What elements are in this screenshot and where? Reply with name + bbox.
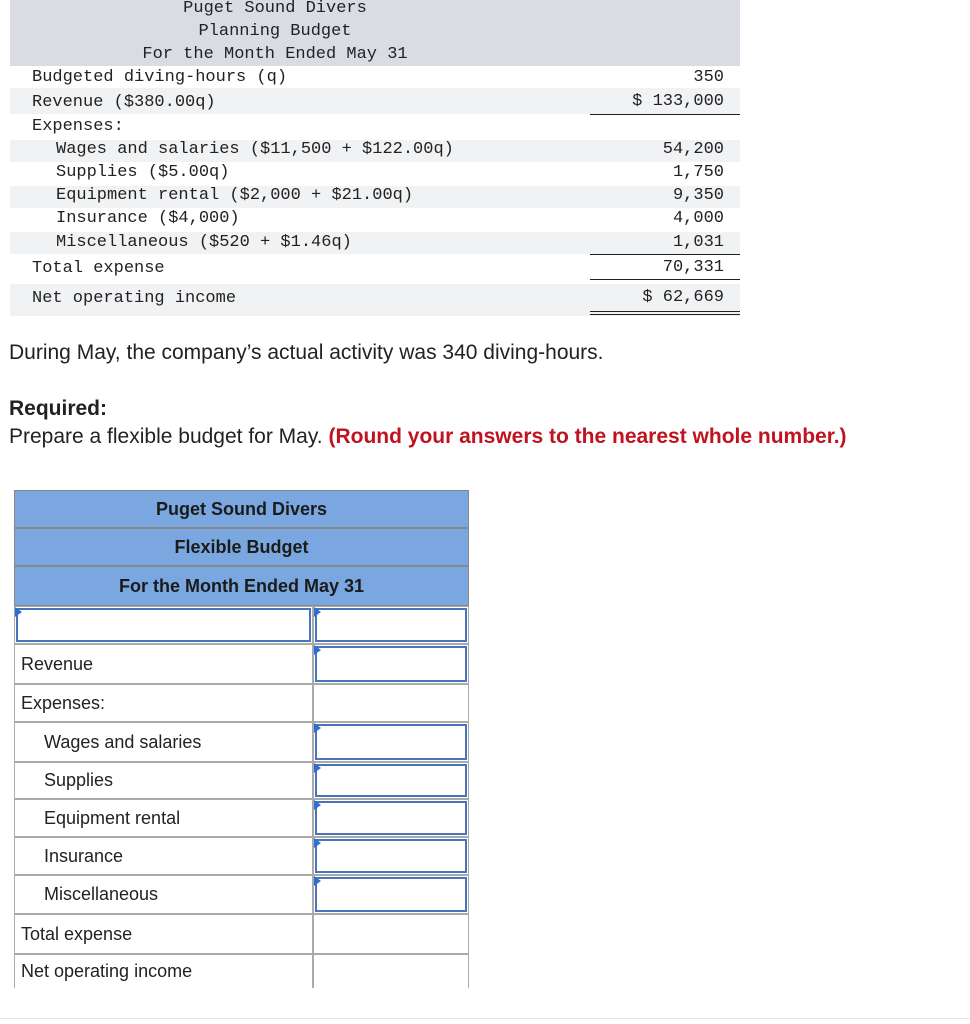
- fb-expenses-header: Expenses:: [14, 684, 313, 722]
- pb-rule: [590, 254, 740, 255]
- pb-insurance-label: Insurance ($4,000): [56, 209, 240, 228]
- pb-rule: [590, 114, 740, 115]
- fb-revenue-cell: [313, 644, 469, 684]
- dropdown-marker-icon: [314, 607, 321, 617]
- pb-double-rule: [590, 314, 740, 315]
- fb-insurance-input[interactable]: [315, 839, 467, 873]
- fb-title: Flexible Budget: [14, 528, 469, 566]
- pb-insurance-value: 4,000: [672, 209, 724, 228]
- fb-equipment-cell: [313, 799, 469, 837]
- fb-wages-label: Wages and salaries: [14, 722, 313, 762]
- planning-budget: [10, 0, 740, 316]
- pb-expenses-header: Expenses:: [32, 117, 124, 136]
- pb-double-rule: [590, 311, 740, 312]
- pb-wages-label: Wages and salaries ($11,500 + $122.00q): [56, 140, 454, 159]
- activity-note: During May, the company’s actual activity was 340 diving-hours.: [9, 341, 604, 364]
- pb-activity-value: 350: [693, 68, 724, 87]
- divider: [0, 1018, 970, 1019]
- fb-activity-label-input[interactable]: [16, 608, 311, 642]
- fb-activity-value-input[interactable]: [315, 608, 467, 642]
- fb-misc-label: Miscellaneous: [14, 875, 313, 914]
- pb-title: Planning Budget: [198, 22, 352, 41]
- fb-supplies-input[interactable]: [315, 764, 467, 797]
- pb-noi-value: $ 62,669: [642, 288, 724, 307]
- pb-activity-label: Budgeted diving-hours (q): [32, 68, 288, 87]
- fb-total-expense-cell: [313, 914, 469, 954]
- fb-company: Puget Sound Divers: [14, 490, 469, 528]
- fb-equipment-input[interactable]: [315, 801, 467, 835]
- pb-equipment-value: 9,350: [672, 186, 724, 205]
- pb-supplies-label: Supplies ($5.00q): [56, 163, 230, 182]
- instruction-text: Prepare a flexible budget for May.: [9, 425, 323, 448]
- pb-noi-label: Net operating income: [32, 289, 237, 308]
- dropdown-marker-icon: [314, 876, 321, 886]
- pb-rule: [590, 279, 740, 280]
- fb-wages-cell: [313, 722, 469, 762]
- fb-period: For the Month Ended May 31: [14, 566, 469, 606]
- instruction-line: [9, 425, 847, 449]
- pb-total-expense-value: 70,331: [662, 258, 724, 277]
- dropdown-marker-icon: [15, 607, 22, 617]
- fb-misc-cell: [313, 875, 469, 914]
- fb-revenue-label: Revenue: [14, 644, 313, 684]
- pb-misc-label: Miscellaneous ($520 + $1.46q): [56, 233, 352, 252]
- dropdown-marker-icon: [314, 723, 321, 733]
- pb-company: Puget Sound Divers: [183, 0, 367, 18]
- fb-noi-cell: [313, 954, 469, 988]
- dropdown-marker-icon: [314, 645, 321, 655]
- pb-misc-value: 1,031: [672, 233, 724, 252]
- rounding-note: (Round your answers to the nearest whole number.): [328, 425, 847, 448]
- fb-revenue-input[interactable]: [315, 646, 467, 682]
- fb-activity-value-cell: [313, 606, 469, 644]
- fb-wages-input[interactable]: [315, 724, 467, 760]
- pb-supplies-value: 1,750: [672, 163, 724, 182]
- required-heading: Required:: [9, 397, 108, 420]
- fb-insurance-label: Insurance: [14, 837, 313, 875]
- fb-equipment-label: Equipment rental: [14, 799, 313, 837]
- pb-wages-value: 54,200: [662, 140, 724, 159]
- fb-total-expense-label: Total expense: [14, 914, 313, 954]
- pb-equipment-label: Equipment rental ($2,000 + $21.00q): [56, 186, 414, 205]
- fb-misc-input[interactable]: [315, 877, 467, 912]
- pb-revenue-value: $ 133,000: [632, 92, 724, 111]
- fb-activity-label-cell: [14, 606, 313, 644]
- fb-empty-cell: [313, 684, 469, 722]
- fb-insurance-cell: [313, 837, 469, 875]
- fb-supplies-cell: [313, 762, 469, 799]
- dropdown-marker-icon: [314, 800, 321, 810]
- pb-period: For the Month Ended May 31: [142, 45, 408, 64]
- dropdown-marker-icon: [314, 763, 321, 773]
- fb-supplies-label: Supplies: [14, 762, 313, 799]
- pb-revenue-label: Revenue ($380.00q): [32, 93, 216, 112]
- dropdown-marker-icon: [314, 838, 321, 848]
- pb-total-expense-label: Total expense: [32, 259, 165, 278]
- fb-noi-label: Net operating income: [14, 954, 313, 988]
